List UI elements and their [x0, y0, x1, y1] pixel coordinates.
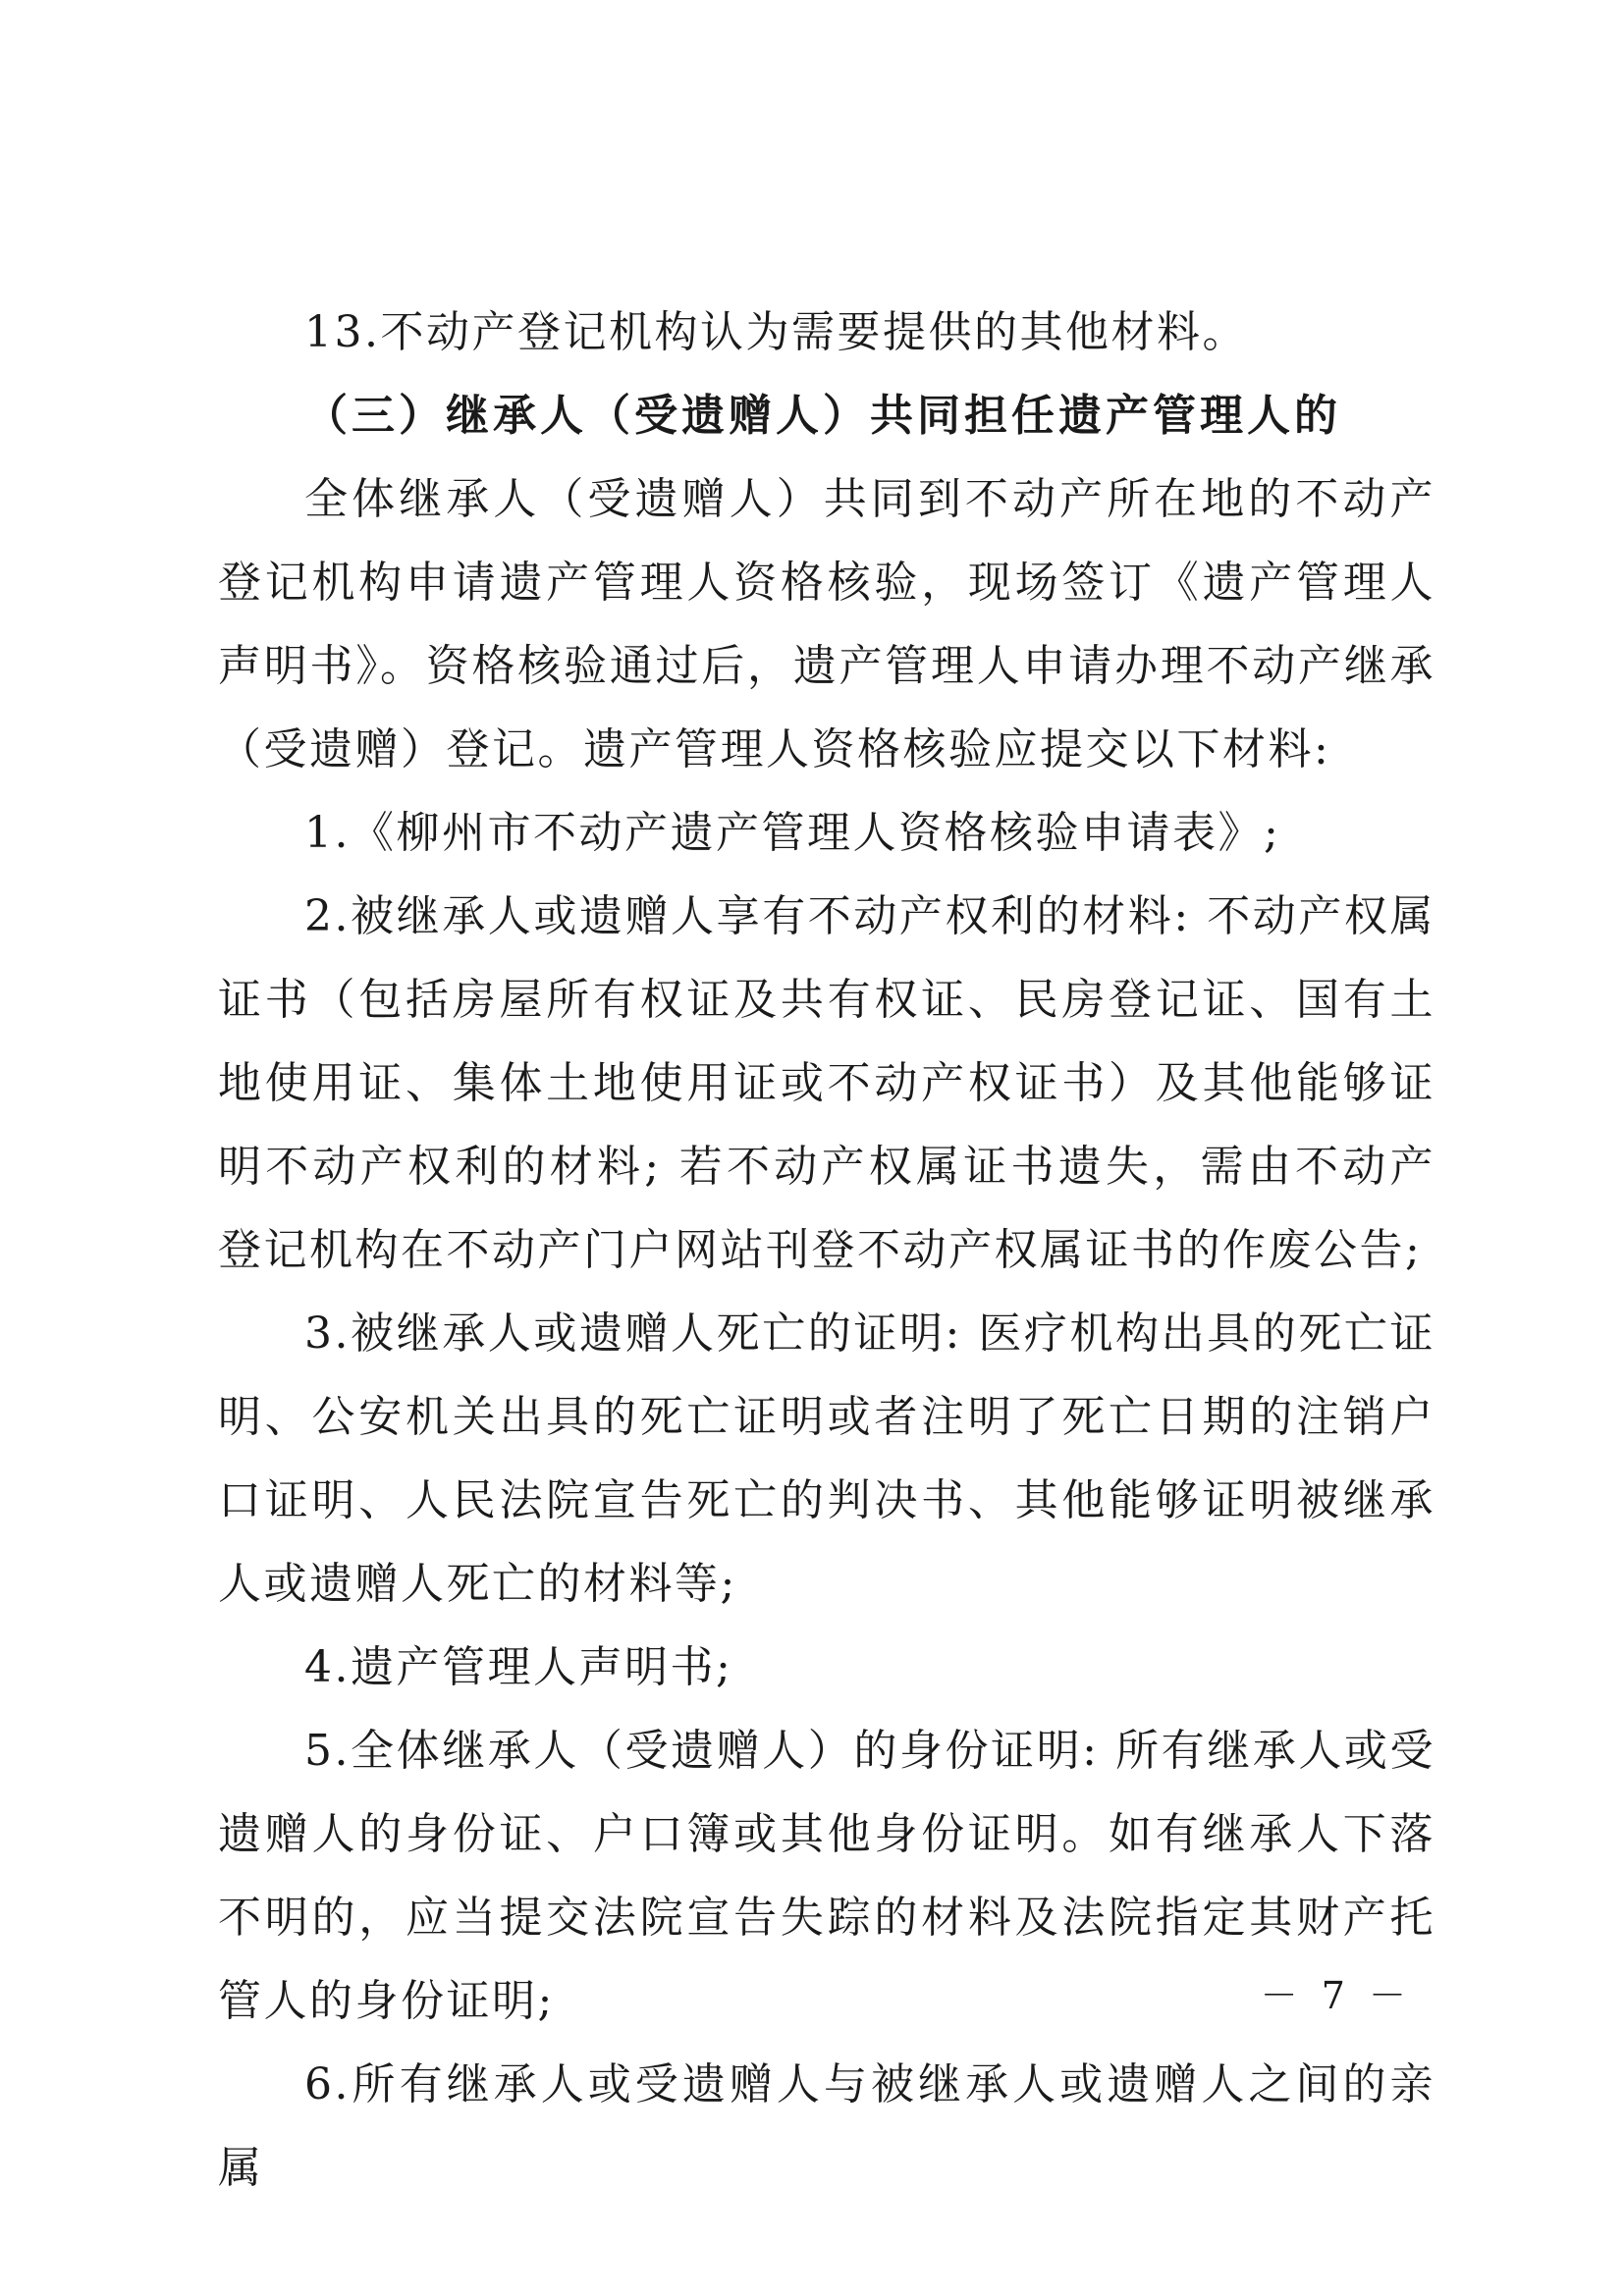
body-text [218, 291, 1435, 2210]
paragraph-item-2: 2.被继承人或遗赠人享有不动产权利的材料: 不动产权属证书（包括房屋所有权证及共有权证、民房登记证、国有土地使用证、集体土地使用证或不动产权证书）及其他能够证明不动产权利的材料; 若不动产权属证书遗失，需由不动产登记机构在不动产门户网站刊登不动产权属证书的作废公告; [218, 891, 1435, 1275]
paragraph-item-1: 1.《柳州市不动产遗产管理人资格核验申请表》; [304, 808, 1281, 858]
paragraph-item-5: 5.全体继承人（受遗赠人）的身份证明: 所有继承人或受遗赠人的身份证、户口簿或其他身份证明。如有继承人下落不明的，应当提交法院宣告失踪的材料及法院指定其财产托管人的身份证明; [218, 1726, 1435, 2026]
section-heading: （三）继承人（受遗赠人）共同担任遗产管理人的 [304, 391, 1341, 441]
paragraph-item-4: 4.遗产管理人声明书; [304, 1642, 733, 1692]
paragraph-intro: 全体继承人（受遗赠人）共同到不动产所在地的不动产登记机构申请遗产管理人资格核验，现场签订《遗产管理人声明书》。资格核验通过后，遗产管理人申请办理不动产继承（受遗赠）登记。遗产管理人资格核验应提交以下材料: [218, 474, 1435, 774]
page-number: － 7 － [1260, 1974, 1412, 2017]
paragraph-item-3: 3.被继承人或遗赠人死亡的证明: 医疗机构出具的死亡证明、公安机关出具的死亡证明或者注明了死亡日期的注销户口证明、人民法院宣告死亡的判决书、其他能够证明被继承人或遗赠人死亡的材料等; [218, 1308, 1435, 1609]
paragraph-item-13: 13.不动产登记机构认为需要提供的其他材料。 [304, 307, 1248, 357]
paragraph-item-6: 6.所有继承人或受遗赠人与被继承人或遗赠人之间的亲属 [218, 2059, 1435, 2193]
